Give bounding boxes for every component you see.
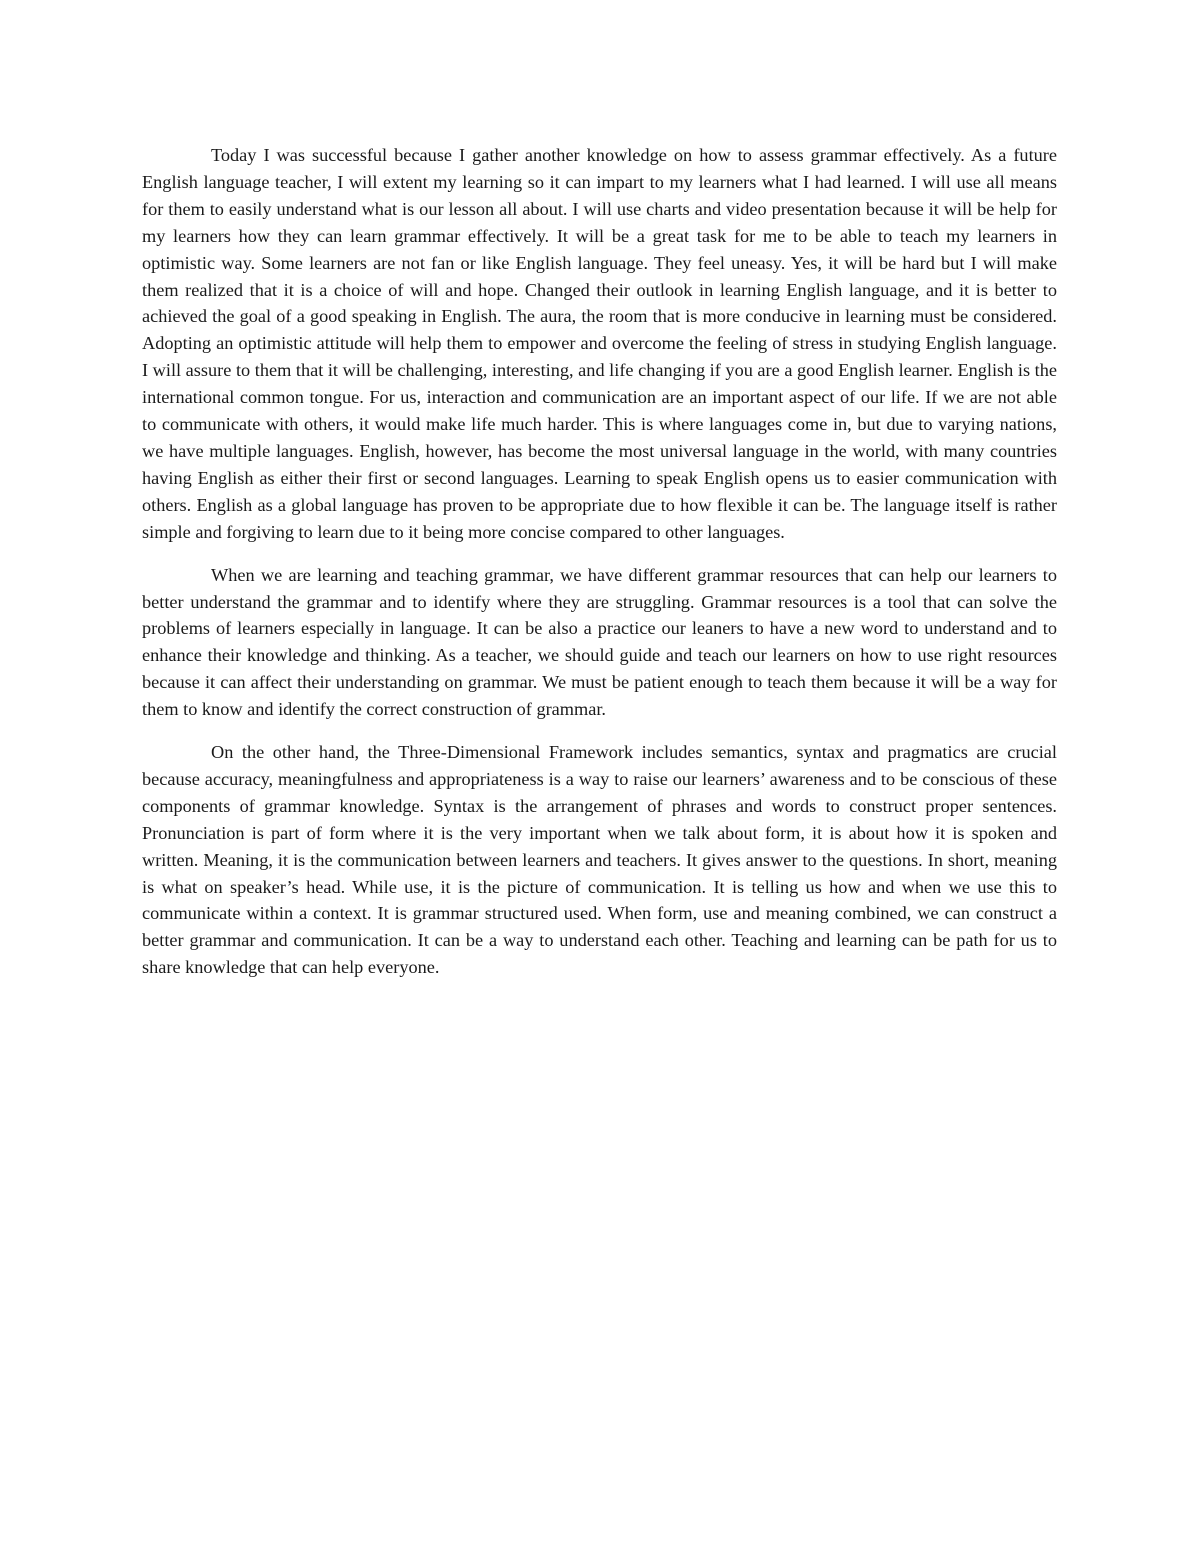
paragraph-reflection: Today I was successful because I gather another knowledge on how to assess grammar effectively. As a future English language teacher, I will extent my learning so it can impart to my learners what I had learned. I will use all means for them to easily understand what is our lesson all about. I will use charts and video presentation because it will be help for my learners how they can learn grammar effectively. It will be a great task for me to be able to teach my learners in optimistic way. Some learners are not fan or like English language. They feel uneasy. Yes, it will be hard but I will make them realized that it is a choice of will and hope. Changed their outlook in learning English language, and it is better to achieved the goal of a good speaking in English. The aura, the room that is more conducive in learning must be considered. Adopting an optimistic attitude will help them to empower and overcome the feeling of stress in studying English language. I will assure to them that it will be challenging, interesting, and life changing if you are a good English learner. English is the international common tongue. For us, interaction and communication are an important aspect of our life. If we are not able to communicate with others, it would make life much harder. This is where languages come in, but due to varying nations, we have multiple languages. English, however, has become the most universal language in the world, with many countries having English as either their first or second languages. Learning to speak English opens us to easier communication with others. English as a global language has proven to be appropriate due to how flexible it can be. The language itself is rather simple and forgiving to learn due to it being more concise compared to other languages.	[142, 145, 1057, 542]
paragraph-grammar-resources: When we are learning and teaching grammar, we have different grammar resources that can help our learners to better understand the grammar and to identify where they are struggling. Grammar resources is a tool that can solve the problems of learners especially in language. It can be also a practice our leaners to have a new word to understand and to enhance their knowledge and thinking. As a teacher, we should guide and teach our learners on how to use right resources because it can affect their understanding on grammar. We must be patient enough to teach them because it will be a way for them to know and identify the correct construction of grammar.	[142, 564, 1057, 720]
paragraph-three-dimensional-framework: On the other hand, the Three-Dimensional Framework includes semantics, syntax and pragmatics are crucial because accuracy, meaningfulness and appropriateness is a way to raise our learners’ awareness and to be conscious of these components of grammar knowledge. Syntax is the arrangement of phrases and words to construct proper sentences. Pronunciation is part of form where it is the very important when we talk about form, it is about how it is spoken and written. Meaning, it is the communication between learners and teachers. It gives answer to the questions. In short, meaning is what on speaker’s head. While use, it is the picture of communication. It is telling us how and when we use this to communicate within a context. It is grammar structured used. When form, use and meaning combined, we can construct a better grammar and communication. It can be a way to understand each other. Teaching and learning can be path for us to share knowledge that can help everyone.	[142, 742, 1057, 978]
document-body	[142, 142, 1057, 997]
